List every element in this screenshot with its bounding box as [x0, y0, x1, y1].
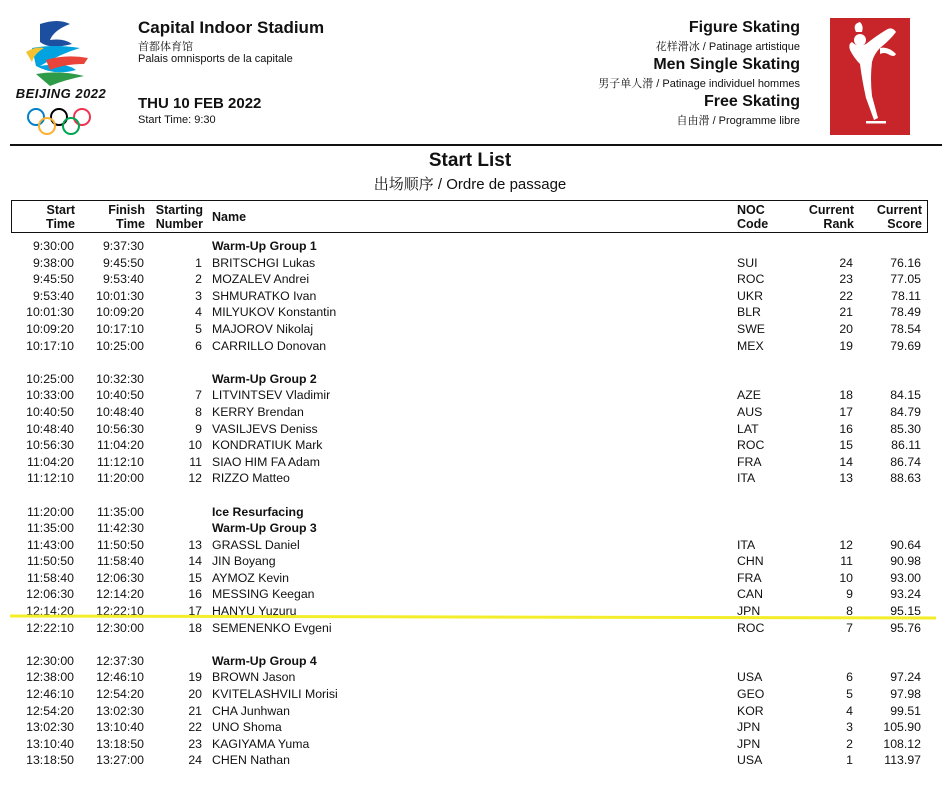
cell-current-score: 108.12: [883, 736, 921, 751]
cell-starting-number: 3: [195, 288, 202, 303]
cell-name: MESSING Keegan: [212, 587, 315, 602]
document-subtitle: 出场顺序 / Ordre de passage: [373, 176, 567, 193]
start-list-rows: [0, 238, 944, 769]
table-row: [0, 620, 944, 637]
table-row: [0, 736, 944, 753]
cell-name: RIZZO Matteo: [212, 471, 290, 486]
col-current-rank: Current Rank: [808, 203, 854, 231]
group-row: [0, 504, 944, 521]
cell-finish-time: 11:58:40: [97, 554, 144, 569]
cell-noc-code: AZE: [737, 388, 761, 403]
cell-starting-number: 6: [195, 338, 202, 353]
table-row: [0, 752, 944, 769]
segment-name-sub: 自由滑 / Programme libre: [676, 115, 800, 127]
row-spacer: [0, 487, 944, 504]
cell-start-time: 9:45:50: [32, 272, 74, 287]
cell-current-score: 78.49: [890, 305, 921, 320]
sport-name: Figure Skating: [688, 19, 800, 36]
cell-noc-code: ROC: [737, 620, 765, 635]
cell-starting-number: 1: [195, 255, 202, 270]
cell-name: MOZALEV Andrei: [212, 272, 310, 287]
cell-starting-number: 21: [188, 703, 202, 718]
cell-current-rank: 22: [839, 288, 853, 303]
cell-starting-number: 19: [188, 670, 202, 685]
table-header: [11, 200, 928, 233]
event-name: Men Single Skating: [653, 56, 800, 73]
cell-start-time: 13:10:40: [26, 736, 74, 751]
table-row: [0, 719, 944, 736]
col-name: Name: [212, 210, 247, 224]
cell-starting-number: 7: [195, 388, 202, 403]
cell-start-time: 10:33:00: [26, 388, 74, 403]
table-row: [0, 470, 944, 487]
cell-name: KERRY Brendan: [212, 404, 304, 419]
cell-current-score: 76.16: [890, 255, 921, 270]
cell-starting-number: 15: [188, 570, 202, 585]
cell-current-rank: 8: [846, 604, 853, 619]
cell-name: CHA Junhwan: [212, 703, 290, 718]
segment-name: Free Skating: [703, 93, 800, 110]
col-noc-code: NOC Code: [737, 203, 769, 231]
cell-finish-time: 10:01:30: [96, 288, 144, 303]
table-row: [0, 271, 944, 288]
cell-name: KAGIYAMA Yuma: [212, 736, 310, 751]
cell-name: VASILJEVS Deniss: [212, 421, 318, 436]
cell-finish-time: 11:20:00: [97, 471, 144, 486]
cell-name: CARRILLO Donovan: [212, 338, 327, 353]
cell-name: LITVINTSEV Vladimir: [212, 388, 331, 403]
cell-finish-time: 10:09:20: [96, 305, 144, 320]
cell-finish-time: 12:22:10: [96, 604, 144, 619]
cell-current-score: 78.54: [890, 321, 921, 336]
cell-current-rank: 19: [839, 338, 853, 353]
cell-current-rank: 10: [839, 570, 853, 585]
cell-noc-code: GEO: [737, 687, 765, 702]
cell-name: MILYUKOV Konstantin: [212, 305, 337, 320]
cell-current-rank: 16: [839, 421, 853, 436]
cell-current-score: 90.64: [890, 537, 921, 552]
cell-finish-time: 9:53:40: [102, 272, 144, 287]
cell-start-time: 11:50:50: [27, 554, 74, 569]
cell-current-score: 95.76: [890, 620, 921, 635]
cell-name: HANYU Yuzuru: [212, 604, 297, 619]
cell-finish-time: 12:30:00: [96, 620, 144, 635]
cell-name: KONDRATIUK Mark: [212, 438, 323, 453]
cell-name: Warm-Up Group 3: [212, 521, 317, 536]
cell-finish-time: 12:46:10: [96, 670, 144, 685]
cell-current-rank: 23: [839, 272, 853, 287]
table-row: [0, 387, 944, 404]
cell-start-time: 11:43:00: [27, 537, 74, 552]
cell-current-rank: 24: [839, 255, 853, 270]
cell-current-score: 86.11: [891, 438, 921, 453]
cell-current-rank: 11: [840, 554, 853, 569]
cell-finish-time: 12:37:30: [96, 653, 144, 668]
cell-noc-code: KOR: [737, 703, 764, 718]
cell-finish-time: 10:32:30: [96, 371, 144, 386]
cell-start-time: 10:25:00: [26, 371, 74, 386]
table-row: [0, 421, 944, 438]
figure-skater-icon: [830, 18, 910, 135]
competition-date: THU 10 FEB 2022: [138, 95, 262, 112]
table-row: [0, 338, 944, 355]
col-starting-number: Starting Number: [155, 203, 203, 231]
event-name-sub: 男子单人滑 / Patinage individuel hommes: [598, 78, 800, 90]
cell-noc-code: JPN: [737, 736, 761, 751]
table-row: [0, 586, 944, 603]
cell-starting-number: 2: [195, 272, 202, 287]
cell-current-rank: 12: [839, 537, 853, 552]
cell-name: SHMURATKO Ivan: [212, 288, 317, 303]
cell-finish-time: 13:18:50: [96, 736, 144, 751]
cell-name: Warm-Up Group 4: [212, 653, 317, 668]
start-time: Start Time: 9:30: [138, 114, 216, 126]
cell-noc-code: ITA: [737, 471, 756, 486]
sport-name-sub: 花样滑冰 / Patinage artistique: [655, 41, 800, 53]
cell-starting-number: 22: [188, 720, 202, 735]
cell-finish-time: 13:27:00: [96, 753, 144, 768]
cell-current-rank: 14: [839, 454, 853, 469]
olympic-rings-icon: [26, 106, 92, 138]
cell-noc-code: SWE: [737, 321, 766, 336]
table-row: [0, 553, 944, 570]
cell-starting-number: 11: [189, 454, 202, 469]
row-spacer: [0, 354, 944, 371]
table-row: [0, 437, 944, 454]
table-row: [0, 404, 944, 421]
cell-current-rank: 18: [839, 388, 853, 403]
cell-current-score: 85.30: [890, 421, 921, 436]
cell-name: SIAO HIM FA Adam: [212, 454, 320, 469]
cell-current-rank: 3: [846, 720, 853, 735]
cell-current-rank: 7: [846, 620, 853, 635]
cell-name: Warm-Up Group 2: [212, 371, 317, 386]
cell-starting-number: 14: [188, 554, 202, 569]
cell-start-time: 12:30:00: [26, 653, 74, 668]
cell-start-time: 13:18:50: [26, 753, 74, 768]
cell-name: BROWN Jason: [212, 670, 296, 685]
cell-finish-time: 12:14:20: [96, 587, 144, 602]
cell-current-score: 97.98: [890, 687, 921, 702]
cell-finish-time: 11:42:30: [97, 521, 144, 536]
venue-name-fr: Palais omnisports de la capitale: [138, 53, 293, 65]
cell-name: UNO Shoma: [212, 720, 282, 735]
table-row: [0, 537, 944, 554]
group-row: [0, 371, 944, 388]
table-row: [0, 669, 944, 686]
cell-current-score: 90.98: [890, 554, 921, 569]
emblem-wordmark: BEIJING 2022: [15, 86, 107, 101]
cell-finish-time: 11:04:20: [97, 438, 144, 453]
cell-current-score: 84.15: [890, 388, 921, 403]
cell-finish-time: 9:37:30: [102, 239, 144, 253]
cell-name: JIN Boyang: [212, 554, 276, 569]
cell-start-time: 11:58:40: [27, 570, 74, 585]
cell-noc-code: CHN: [737, 554, 764, 569]
cell-finish-time: 11:12:10: [97, 454, 144, 469]
col-finish-time: Finish Time: [108, 203, 145, 231]
cell-noc-code: LAT: [737, 421, 759, 436]
group-row: [0, 238, 944, 255]
cell-name: SEMENENKO Evgeni: [212, 620, 332, 635]
table-row: [0, 703, 944, 720]
cell-current-score: 93.00: [890, 570, 921, 585]
cell-noc-code: ROC: [737, 438, 765, 453]
cell-noc-code: UKR: [737, 288, 763, 303]
cell-current-rank: 13: [839, 471, 853, 486]
cell-start-time: 12:14:20: [26, 604, 74, 619]
document-title: Start List: [428, 150, 512, 171]
cell-start-time: 10:17:10: [26, 338, 74, 353]
cell-current-score: 95.15: [890, 604, 921, 619]
cell-current-rank: 20: [839, 321, 853, 336]
cell-name: Ice Resurfacing: [212, 504, 304, 519]
cell-current-score: 113.97: [884, 753, 921, 768]
cell-start-time: 12:06:30: [26, 587, 74, 602]
cell-finish-time: 11:50:50: [97, 537, 144, 552]
cell-start-time: 10:56:30: [26, 438, 74, 453]
cell-current-rank: 6: [846, 670, 853, 685]
cell-current-rank: 9: [846, 587, 853, 602]
cell-current-score: 86.74: [890, 454, 921, 469]
cell-starting-number: 9: [195, 421, 202, 436]
cell-start-time: 11:04:20: [27, 454, 74, 469]
cell-finish-time: 10:17:10: [96, 321, 144, 336]
table-row: [0, 454, 944, 471]
table-row: [0, 321, 944, 338]
cell-starting-number: 18: [188, 620, 202, 635]
cell-current-rank: 1: [846, 753, 853, 768]
cell-start-time: 10:01:30: [26, 305, 74, 320]
group-row: [0, 520, 944, 537]
cell-current-score: 93.24: [890, 587, 921, 602]
cell-name: KVITELASHVILI Morisi: [212, 687, 338, 702]
table-row: [0, 686, 944, 703]
cell-current-rank: 4: [846, 703, 853, 718]
cell-current-score: 84.79: [890, 404, 921, 419]
cell-starting-number: 23: [188, 736, 202, 751]
cell-noc-code: JPN: [737, 720, 761, 735]
cell-start-time: 12:54:20: [26, 703, 74, 718]
cell-name: GRASSL Daniel: [212, 537, 300, 552]
cell-starting-number: 24: [188, 753, 202, 768]
cell-finish-time: 13:02:30: [96, 703, 144, 718]
cell-noc-code: USA: [737, 670, 763, 685]
cell-noc-code: FRA: [737, 454, 762, 469]
row-spacer: [0, 636, 944, 653]
cell-current-score: 88.63: [890, 471, 921, 486]
cell-start-time: 11:12:10: [27, 471, 74, 486]
cell-current-rank: 15: [839, 438, 853, 453]
cell-current-score: 78.11: [891, 288, 921, 303]
cell-start-time: 9:53:40: [32, 288, 74, 303]
cell-noc-code: SUI: [737, 255, 758, 270]
cell-finish-time: 13:10:40: [96, 720, 144, 735]
venue-name: Capital Indoor Stadium: [138, 18, 325, 37]
cell-starting-number: 20: [188, 687, 202, 702]
table-row: [0, 304, 944, 321]
cell-start-time: 12:22:10: [26, 620, 74, 635]
cell-name: BRITSCHGI Lukas: [212, 255, 316, 270]
cell-name: Warm-Up Group 1: [212, 239, 317, 253]
cell-noc-code: JPN: [737, 604, 761, 619]
cell-current-rank: 17: [839, 404, 853, 419]
cell-starting-number: 13: [188, 537, 202, 552]
cell-current-rank: 2: [846, 736, 853, 751]
cell-noc-code: USA: [737, 753, 763, 768]
cell-starting-number: 5: [195, 321, 202, 336]
col-start-time: Start Time: [46, 203, 75, 231]
cell-noc-code: FRA: [737, 570, 762, 585]
cell-noc-code: ITA: [737, 537, 756, 552]
cell-current-score: 99.51: [890, 703, 921, 718]
venue-name-cn: 首都体育馆: [138, 41, 193, 53]
cell-name: MAJOROV Nikolaj: [212, 321, 314, 336]
cell-start-time: 13:02:30: [26, 720, 74, 735]
cell-finish-time: 10:56:30: [96, 421, 144, 436]
cell-start-time: 10:09:20: [26, 321, 74, 336]
cell-start-time: 9:30:00: [32, 239, 74, 253]
cell-start-time: 10:40:50: [26, 404, 74, 419]
table-row: [0, 288, 944, 305]
cell-starting-number: 12: [188, 471, 202, 486]
cell-current-score: 77.05: [890, 272, 921, 287]
cell-start-time: 9:38:00: [32, 255, 74, 270]
col-current-score: Current Score: [876, 203, 922, 231]
cell-current-score: 97.24: [890, 670, 921, 685]
cell-noc-code: CAN: [737, 587, 763, 602]
cell-name: AYMOZ Kevin: [212, 570, 289, 585]
cell-finish-time: 12:06:30: [96, 570, 144, 585]
table-row: [0, 255, 944, 272]
cell-starting-number: 8: [195, 404, 202, 419]
cell-finish-time: 9:45:50: [102, 255, 144, 270]
cell-noc-code: MEX: [737, 338, 764, 353]
cell-starting-number: 4: [195, 305, 202, 320]
group-row: [0, 653, 944, 670]
cell-current-rank: 5: [846, 687, 853, 702]
cell-current-score: 79.69: [890, 338, 921, 353]
highlight-underline: [10, 612, 936, 620]
cell-finish-time: 10:40:50: [96, 388, 144, 403]
cell-finish-time: 11:35:00: [97, 504, 144, 519]
cell-name: CHEN Nathan: [212, 753, 290, 768]
cell-noc-code: BLR: [737, 305, 761, 320]
cell-start-time: 11:20:00: [27, 504, 74, 519]
cell-starting-number: 17: [188, 604, 202, 619]
cell-start-time: 12:38:00: [26, 670, 74, 685]
cell-starting-number: 10: [188, 438, 202, 453]
table-row: [0, 570, 944, 587]
cell-finish-time: 10:48:40: [96, 404, 144, 419]
cell-start-time: 11:35:00: [27, 521, 74, 536]
figure-skating-pictogram: [830, 18, 910, 135]
cell-starting-number: 16: [188, 587, 202, 602]
cell-noc-code: ROC: [737, 272, 765, 287]
cell-start-time: 12:46:10: [26, 687, 74, 702]
cell-finish-time: 12:54:20: [96, 687, 144, 702]
cell-start-time: 10:48:40: [26, 421, 74, 436]
cell-current-rank: 21: [839, 305, 853, 320]
cell-finish-time: 10:25:00: [96, 338, 144, 353]
header-divider: [10, 144, 942, 146]
cell-noc-code: AUS: [737, 404, 763, 419]
cell-current-score: 105.90: [883, 720, 921, 735]
